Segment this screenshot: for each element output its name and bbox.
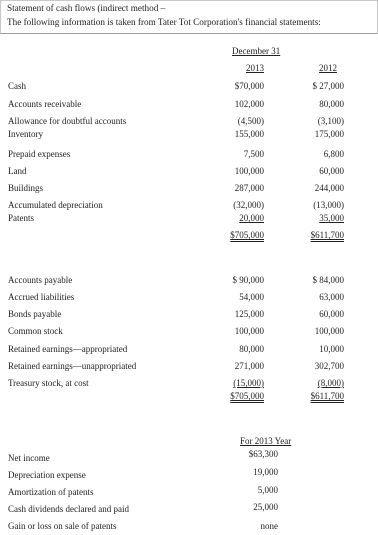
liability-value-2012: $ 84,000 xyxy=(312,275,344,285)
liability-value-2012: 100,000 xyxy=(314,326,344,336)
info-value: 5,000 xyxy=(257,485,278,495)
asset-value-2013: 287,000 xyxy=(234,183,264,193)
asset-value-2012: (3,100) xyxy=(317,116,344,126)
asset-value-2013: 20,000 xyxy=(239,213,264,223)
asset-value-2012: 35,000 xyxy=(319,213,344,223)
liabilities-total-2013: $705,000 xyxy=(230,391,264,401)
asset-label: Allowance for doubtful accounts xyxy=(8,116,127,126)
info-label: Gain or loss on sale of patents xyxy=(8,521,117,531)
asset-value-2013: 102,000 xyxy=(234,99,264,109)
problem-header xyxy=(0,0,378,34)
info-value: 19,000 xyxy=(253,467,278,477)
asset-label: Land xyxy=(8,166,27,176)
liability-label: Accrued liabilities xyxy=(8,292,75,302)
asset-value-2012: (13,000) xyxy=(313,200,344,210)
asset-value-2013: 100,000 xyxy=(234,166,264,176)
liability-value-2013: 125,000 xyxy=(234,309,264,319)
liability-value-2013: 80,000 xyxy=(239,344,264,354)
info-label: Depreciation expense xyxy=(8,470,86,480)
liabilities-total-2012: $611,700 xyxy=(310,391,344,401)
liability-value-2012: 60,000 xyxy=(319,309,344,319)
asset-label: Prepaid expenses xyxy=(8,149,71,159)
info-value: $63,300 xyxy=(248,449,278,459)
asset-value-2013: $70,000 xyxy=(234,81,264,91)
asset-value-2012: 244,000 xyxy=(314,183,344,193)
liability-value-2013: 100,000 xyxy=(234,326,264,336)
asset-label: Cash xyxy=(8,81,26,91)
liability-label: Bonds payable xyxy=(8,309,62,319)
liability-value-2012: (8,000) xyxy=(317,378,344,388)
liability-value-2012: 10,000 xyxy=(319,344,344,354)
year-info-header: For 2013 Year xyxy=(240,436,292,446)
asset-value-2012: 175,000 xyxy=(314,129,344,139)
asset-value-2013: 155,000 xyxy=(234,129,264,139)
liability-label: Retained earnings—unappropriated xyxy=(8,361,137,371)
date-header: December 31 xyxy=(232,46,281,56)
info-value: 25,000 xyxy=(253,502,278,512)
info-label: Net income xyxy=(8,453,50,463)
liability-label: Retained earnings—appropriated xyxy=(8,344,128,354)
asset-value-2013: (32,000) xyxy=(233,200,264,210)
asset-value-2012: $ 27,000 xyxy=(312,81,344,91)
asset-value-2012: 60,000 xyxy=(319,166,344,176)
asset-label: Accumulated depreciation xyxy=(8,200,103,210)
asset-label: Patents xyxy=(8,213,34,223)
assets-total-2012: $611,700 xyxy=(310,230,344,240)
liability-value-2012: 302,700 xyxy=(314,361,344,371)
year-2013-header: 2013 xyxy=(246,63,264,73)
liability-value-2013: (15,000) xyxy=(233,378,264,388)
asset-label: Inventory xyxy=(8,129,43,139)
asset-value-2012: 6,800 xyxy=(323,149,344,159)
year-2012-header: 2012 xyxy=(319,63,337,73)
liability-label: Treasury stock, at cost xyxy=(8,378,89,388)
asset-label: Accounts receivable xyxy=(8,99,82,109)
info-value: none xyxy=(260,521,278,531)
asset-value-2013: 7,500 xyxy=(243,149,264,159)
asset-value-2012: 80,000 xyxy=(319,99,344,109)
liability-value-2013: 54,000 xyxy=(239,292,264,302)
asset-label: Buildings xyxy=(8,183,44,193)
liability-value-2013: 271,000 xyxy=(234,361,264,371)
asset-value-2013: (4,500) xyxy=(237,116,264,126)
header-line-1: Statement of cash flows (indirect method – xyxy=(7,3,166,13)
info-label: Cash dividends declared and paid xyxy=(8,504,129,514)
liability-label: Accounts payable xyxy=(8,275,73,285)
liability-label: Common stock xyxy=(8,326,63,336)
assets-total-2013: $705,000 xyxy=(230,230,264,240)
info-label: Amortization of patents xyxy=(8,487,94,497)
liability-value-2012: 63,000 xyxy=(319,292,344,302)
header-line-2: The following information is taken from Tater Tot Corporation's financial statements: xyxy=(7,17,321,27)
liability-value-2013: $ 90,000 xyxy=(232,275,264,285)
